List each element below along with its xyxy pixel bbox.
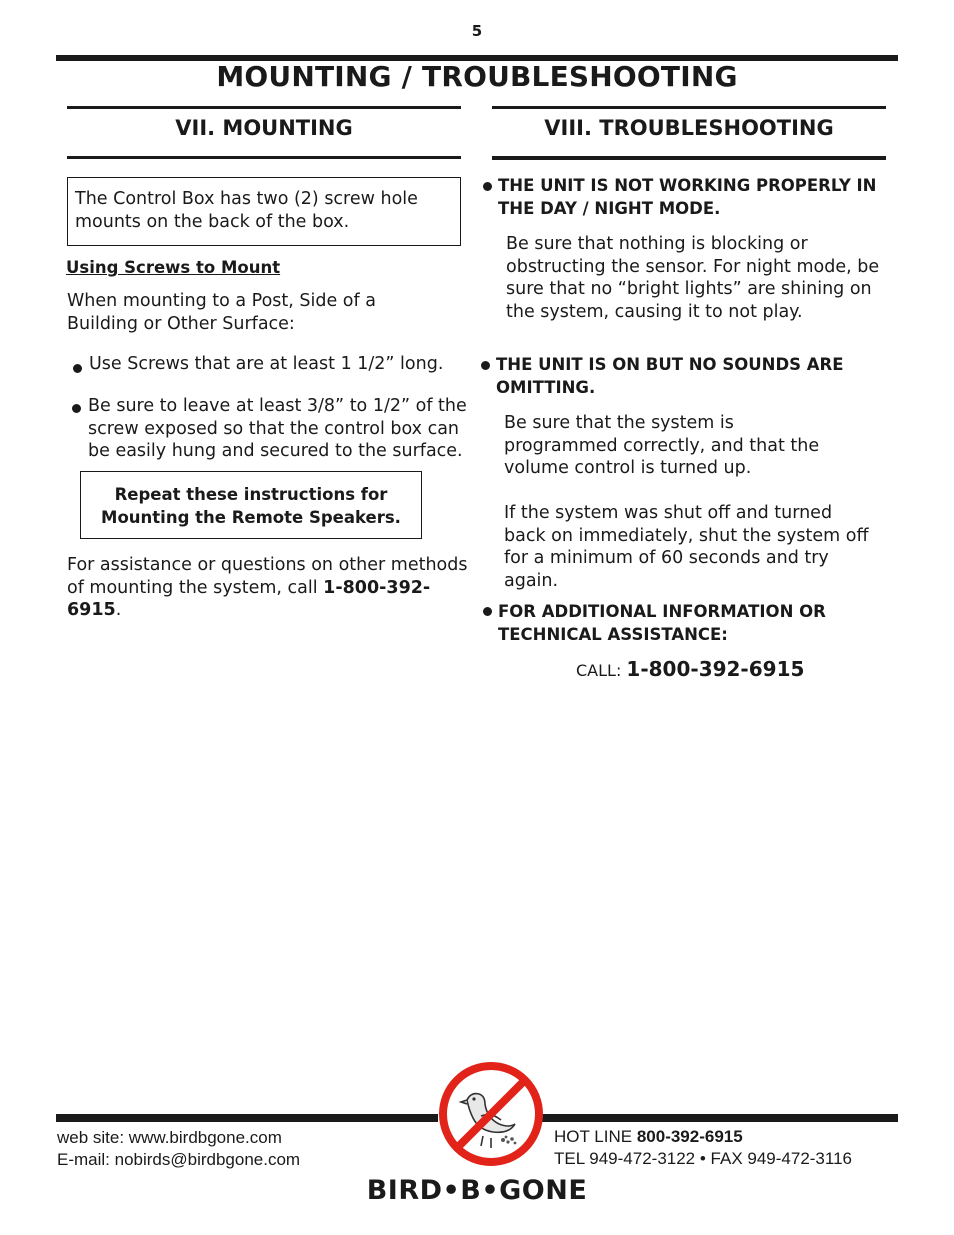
troubleshooting-rule-top <box>492 106 886 109</box>
bullet-icon <box>73 364 82 373</box>
speaker-note-text: Repeat these instructions for Mounting the Remote Speakers. <box>101 485 401 527</box>
no-bird-logo <box>437 1060 545 1168</box>
trouble-item-2-text-2: If the system was shut off and turned back on immediately, shut the system off for a minimum of 60 seconds and try again. <box>504 503 869 591</box>
mounting-bullet-2: Be sure to leave at least 3/8” to 1/2” of the screw exposed so that the control box can be easily hung and secured to the surface. <box>88 396 467 461</box>
trouble-item-2-title: THE UNIT IS ON BUT NO SOUNDS ARE OMITTING. <box>496 355 844 397</box>
call-phone: 1-800-392-6915 <box>626 657 805 681</box>
no-bird-icon <box>437 1060 545 1168</box>
trouble-item-1-text: Be sure that nothing is blocking or obstructing the sensor. For night mode, be sure that no “bright lights” are shining on the system, causing it to not play. <box>506 234 880 322</box>
trouble-item-1-title: THE UNIT IS NOT WORKING PROPERLY IN THE DAY / NIGHT MODE. <box>498 176 877 218</box>
call-line <box>576 657 804 681</box>
assistance-suffix: . <box>115 600 122 620</box>
troubleshooting-heading: VIII. TROUBLESHOOTING <box>544 116 834 140</box>
mounting-rule-bottom <box>67 156 461 159</box>
mounting-heading: VII. MOUNTING <box>175 116 353 140</box>
bullet-icon <box>483 182 492 191</box>
mounting-bullet-1: Use Screws that are at least 1 1/2” long. <box>89 354 444 374</box>
assistance-phone: 1-800-392-6915 <box>67 577 431 620</box>
hotline-number: 800-392-6915 <box>636 1127 743 1146</box>
bullet-icon <box>483 607 492 616</box>
footer-hotline <box>554 1126 743 1148</box>
speaker-note-box <box>80 471 422 539</box>
mounting-rule-top <box>67 106 461 109</box>
control-box-info-box <box>67 177 461 246</box>
assistance-prefix: For assistance or questions on other methods of mounting the system, call <box>67 555 468 598</box>
troubleshooting-rule-bottom <box>492 156 886 160</box>
mounting-assistance-text <box>67 554 469 622</box>
control-box-info-text: The Control Box has two (2) screw hole mounts on the back of the box. <box>75 189 418 232</box>
mounting-subheading: Using Screws to Mount <box>66 258 281 277</box>
brand-name: BIRD•B•GONE <box>366 1175 588 1206</box>
trouble-item-3-title: FOR ADDITIONAL INFORMATION OR TECHNICAL ASSISTANCE: <box>498 602 826 644</box>
page-title: MOUNTING / TROUBLESHOOTING <box>216 60 738 93</box>
footer-tel-fax: TEL 949-472-3122 • FAX 949-472-3116 <box>554 1149 852 1168</box>
hotline-label: HOT LINE <box>554 1127 637 1146</box>
footer-rule-left <box>56 1114 438 1122</box>
bullet-icon <box>481 361 490 370</box>
bullet-icon <box>72 404 81 413</box>
trouble-item-2-text: Be sure that the system is programmed correctly, and that the volume control is turned up. <box>504 413 820 478</box>
footer-rule-right <box>542 1114 898 1122</box>
mounting-paragraph: When mounting to a Post, Side of a Building or Other Surface: <box>67 291 376 334</box>
page-number: 5 <box>471 22 483 40</box>
call-label: CALL: <box>576 661 627 680</box>
footer-website: web site: www.birdbgone.com <box>57 1128 282 1147</box>
footer-email: E-mail: nobirds@birdbgone.com <box>57 1150 301 1169</box>
